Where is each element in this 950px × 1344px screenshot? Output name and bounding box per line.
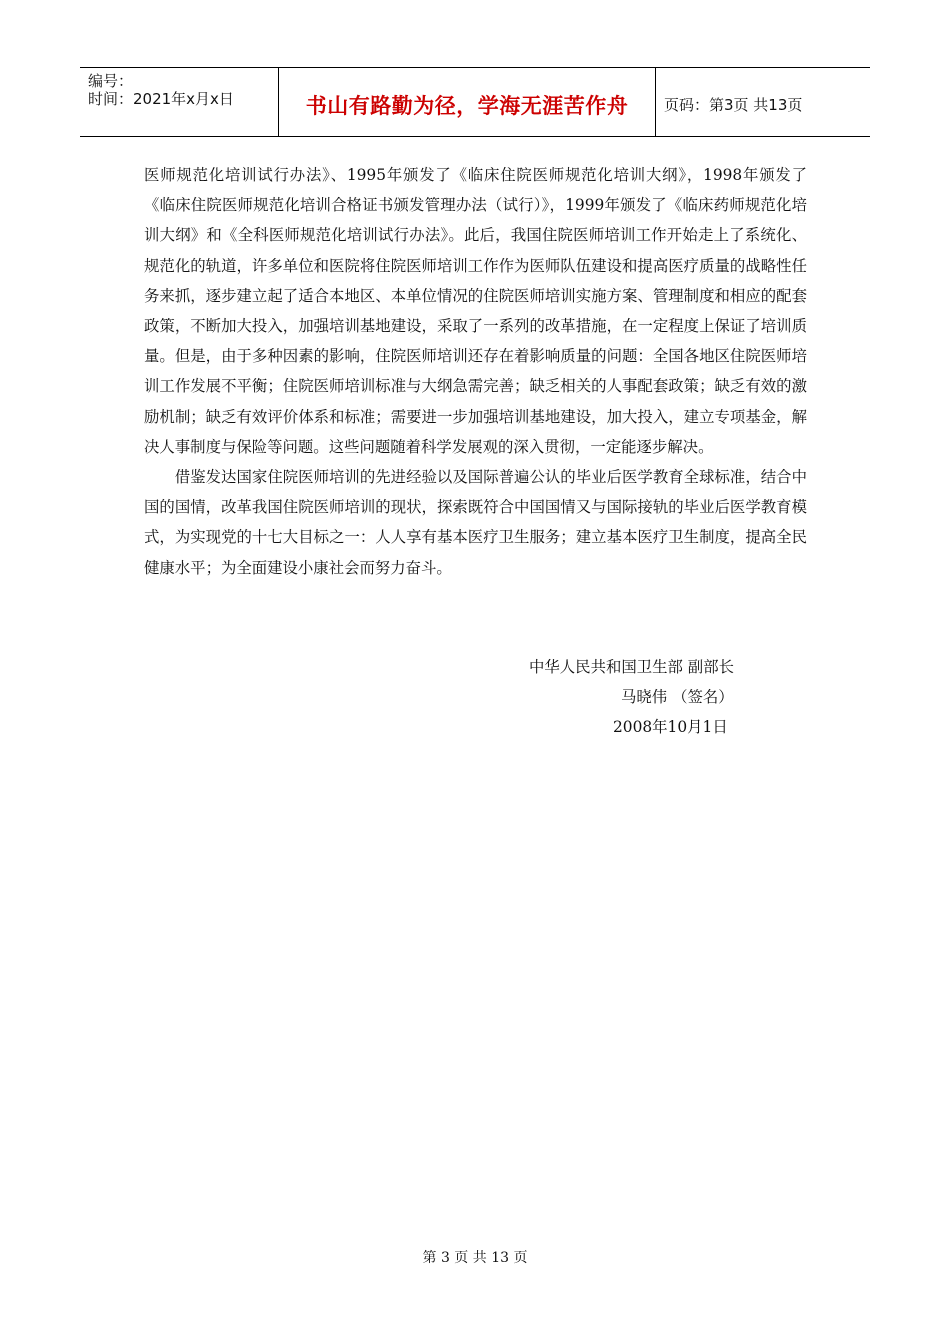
header-page-cell <box>656 68 870 136</box>
page-footer <box>0 1247 950 1267</box>
body-paragraph-2: 借鉴发达国家住院医师培训的先进经验以及国际普遍公认的毕业后医学教育全球标准，结合中国的国情，改革我国住院医师培训的现状，探索既符合中国国情又与国际接轨的毕业后医学教育模式，为实现党的十七大目标之一：人人享有基本医疗卫生服务；建立基本医疗卫生制度，提高全民健康水平；为全面建设小康社会而努力奋斗。 <box>144 468 807 577</box>
signature-org-title: 中华人民共和国卫生部 副部长 <box>529 658 734 676</box>
header-motto-cell <box>279 68 656 136</box>
page-header <box>80 67 870 137</box>
signature-name: 马晓伟 （签名） <box>621 688 734 707</box>
header-motto: 书山有路勤为径，学海无涯苦作舟 <box>305 94 629 118</box>
signature-date: 2008年10月1日 <box>613 718 728 737</box>
document-body <box>144 160 807 583</box>
document-number-label: 编号： <box>88 72 134 90</box>
body-paragraph-1: 医师规范化培训试行办法》、1995年颁发了《临床住院医师规范化培训大纲》，1998年颁发了《临床住院医师规范化培训合格证书颁发管理办法（试行）》，1999年颁发了《临床药师规范化培训大纲》和《全科医师规范化培训试行办法》。此后，我国住院医师培训工作开始走上了系统化、规范化的轨道，许多单位和医院将住院医师培训工作作为医师队伍建设和提高医疗质量的战略性任务来抓，逐步建立起了适合本地区、本单位情况的住院医师培训实施方案、管理制度和相应的配套政策，不断加大投入，加强培训基地建设，采取了一系列的改革措施，在一定程度上保证了培训质量。但是，由于多种因素的影响，住院医师培训还存在着影响质量的问题：全国各地区住院医师培训工作发展不平衡；住院医师培训标准与大纲急需完善；缺乏相关的人事配套政策；缺乏有效的激励机制；缺乏有效评价体系和标准；需要进一步加强培训基地建设，加大投入，建立专项基金，解决人事制度与保险等问题。这些问题随着科学发展观的深入贯彻，一定能逐步解决。 <box>144 166 807 456</box>
document-date-label: 时间：2021年x月x日 <box>88 90 234 108</box>
header-page-info: 页码：第3页 共13页 <box>664 95 803 114</box>
footer-page-number: 第 3 页 共 13 页 <box>422 1250 528 1266</box>
header-meta-cell <box>80 68 279 136</box>
signature-block <box>529 652 734 743</box>
